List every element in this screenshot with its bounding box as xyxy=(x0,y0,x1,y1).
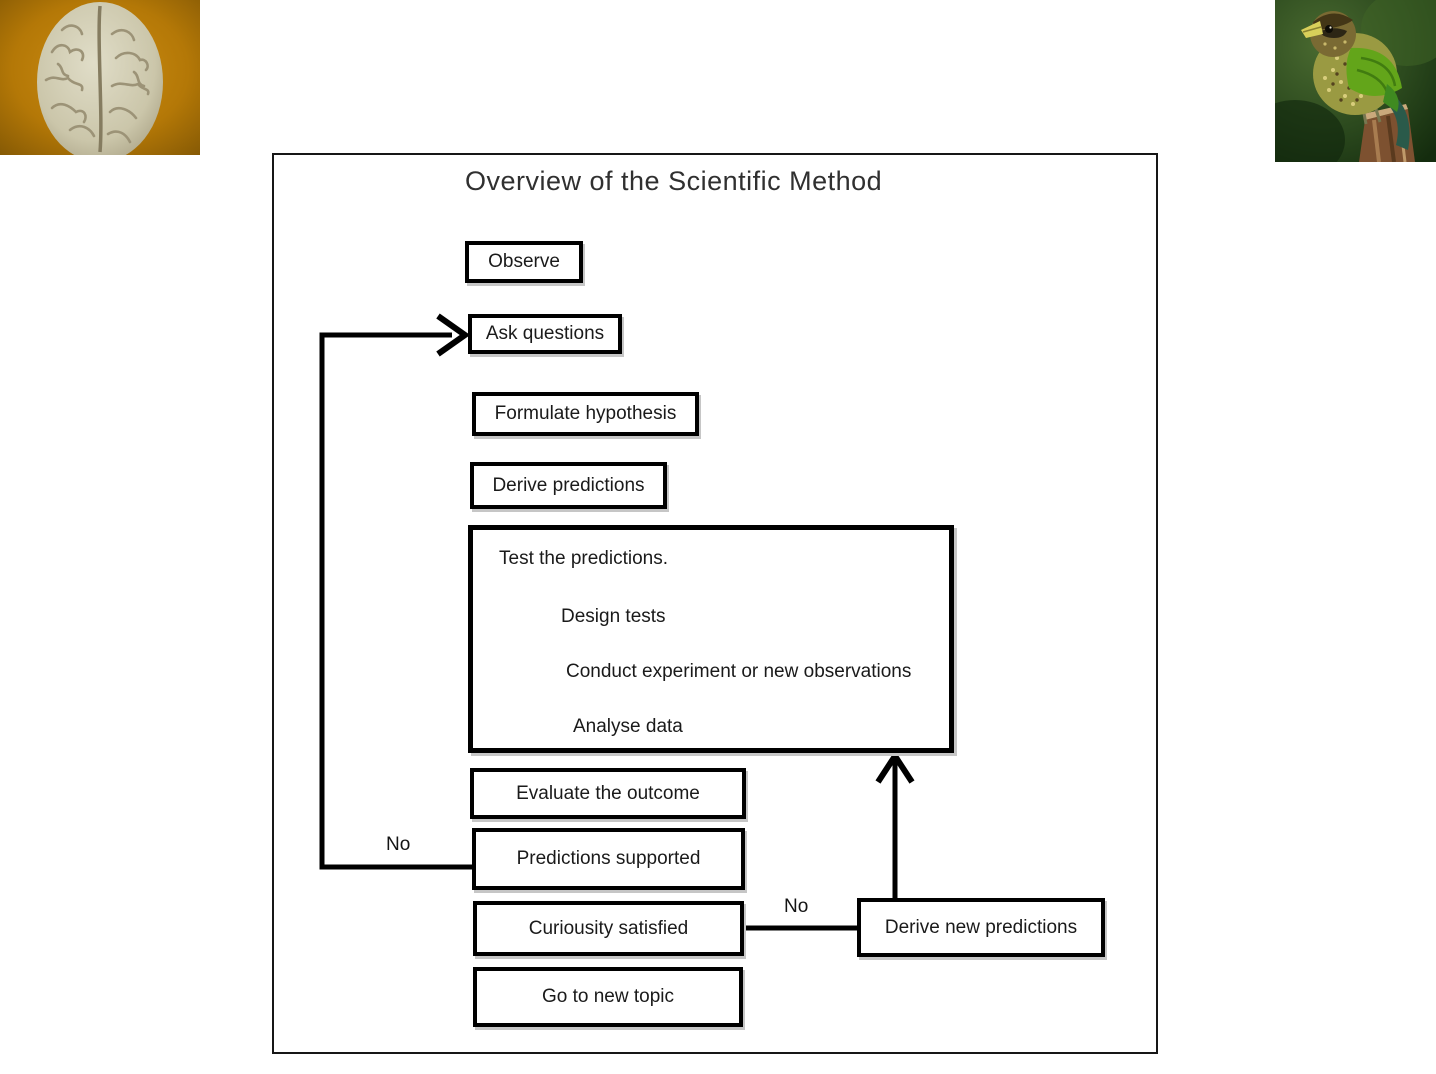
flow-box-test-predictions xyxy=(468,525,954,753)
flow-box-curiousity-satisfied xyxy=(473,901,744,956)
flow-box-ask-questions xyxy=(468,314,622,354)
flow-box-derive-new-predictions xyxy=(857,898,1105,957)
edge-label-no-left: No xyxy=(386,834,411,855)
flow-box-curiousity-satisfied-label: Curiousity satisfied xyxy=(528,917,689,939)
test-box-step-analyse-data: Analyse data xyxy=(573,716,683,737)
flow-box-ask-questions-label: Ask questions xyxy=(485,323,605,344)
brain-photo xyxy=(0,0,200,155)
flow-box-go-to-new-topic-label: Go to new topic xyxy=(541,986,675,1007)
diagram-title: Overview of the Scientific Method xyxy=(465,166,883,196)
bird-illustration xyxy=(1275,0,1436,162)
flow-box-predictions-supported xyxy=(472,828,745,890)
bird-photo xyxy=(1275,0,1436,162)
flow-box-evaluate-outcome xyxy=(470,768,746,819)
flow-box-go-to-new-topic xyxy=(473,967,743,1027)
flow-box-derive-predictions xyxy=(470,462,667,509)
flow-box-derive-predictions-label: Derive predictions xyxy=(492,474,645,496)
test-box-step-design-tests: Design tests xyxy=(561,606,666,627)
flow-box-derive-new-predictions-label: Derive new predictions xyxy=(884,916,1078,938)
test-box-title: Test the predictions. xyxy=(499,548,668,569)
brain-illustration xyxy=(0,0,200,155)
test-box-step-conduct-experiment: Conduct experiment or new observations xyxy=(566,661,912,682)
flow-box-observe-label: Observe xyxy=(488,251,560,272)
flow-box-formulate-hypothesis xyxy=(472,392,699,436)
flow-box-predictions-supported-label: Predictions supported xyxy=(516,848,701,869)
flow-box-evaluate-outcome-label: Evaluate the outcome xyxy=(516,782,700,804)
flow-box-formulate-hypothesis-label: Formulate hypothesis xyxy=(494,403,677,424)
edge-label-no-right: No xyxy=(784,896,809,917)
flow-box-observe xyxy=(465,241,583,283)
